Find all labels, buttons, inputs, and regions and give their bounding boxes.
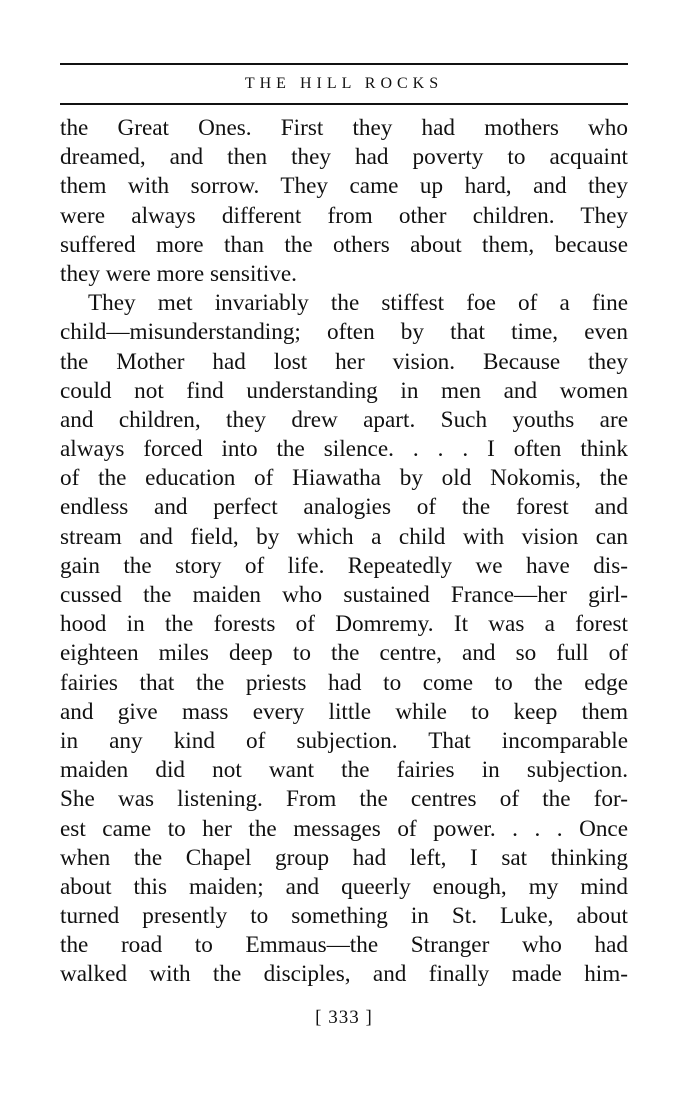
text-line: in any kind of subjection. That incomparable bbox=[60, 727, 628, 754]
text-line: suffered more than the others about them, because bbox=[60, 231, 628, 258]
text-line: stream and field, by which a child with vision can bbox=[60, 523, 628, 550]
text-line: maiden did not want the fairies in subjection. bbox=[60, 757, 628, 784]
running-head: THE HILL ROCKS bbox=[244, 75, 444, 92]
text-line: turned presently to something in St. Luke, about bbox=[60, 903, 628, 930]
text-line: them with sorrow. They came up hard, and they bbox=[60, 173, 628, 200]
text-line: dreamed, and then they had poverty to acquaint bbox=[60, 144, 628, 171]
text-line: and give mass every little while to keep them bbox=[60, 698, 628, 725]
book-page bbox=[60, 0, 628, 1100]
text-line: about this maiden; and queerly enough, my mind bbox=[60, 873, 628, 900]
body-text bbox=[60, 114, 628, 990]
page-number: [ 333 ] bbox=[315, 1007, 373, 1028]
text-line: when the Chapel group had left, I sat thinking bbox=[60, 844, 628, 871]
header-rule-bottom bbox=[60, 103, 628, 105]
text-line: of the education of Hiawatha by old Nokomis, the bbox=[60, 465, 628, 492]
text-line: est came to her the messages of power. . . . Once bbox=[60, 815, 628, 842]
text-line: child—misunderstanding; often by that time, even bbox=[60, 319, 628, 346]
text-line: endless and perfect analogies of the forest and bbox=[60, 494, 628, 521]
text-line: and children, they drew apart. Such youths are bbox=[60, 406, 628, 433]
text-line: walked with the disciples, and finally made him- bbox=[60, 961, 628, 988]
text-line: gain the story of life. Repeatedly we have dis- bbox=[60, 552, 628, 579]
text-line: cussed the maiden who sustained France—her girl- bbox=[60, 582, 628, 608]
text-line: could not find understanding in men and women bbox=[60, 377, 628, 404]
header-rule-top bbox=[60, 63, 628, 65]
text-line: fairies that the priests had to come to the edge bbox=[60, 669, 628, 696]
text-line: They met invariably the stiffest foe of a fine bbox=[88, 290, 628, 317]
text-line: the Great Ones. First they had mothers who bbox=[60, 115, 628, 141]
text-line: were always different from other children. They bbox=[60, 202, 628, 229]
text-line: hood in the forests of Domremy. It was a forest bbox=[60, 611, 628, 638]
text-line: eighteen miles deep to the centre, and so full of bbox=[60, 640, 628, 667]
text-line: She was listening. From the centres of the for- bbox=[60, 786, 628, 813]
text-line: always forced into the silence. . . . I often think bbox=[60, 436, 628, 463]
text-line: they were more sensitive. bbox=[60, 260, 297, 287]
text-line: the road to Emmaus—the Stranger who had bbox=[60, 932, 628, 959]
text-line: the Mother had lost her vision. Because they bbox=[60, 348, 628, 375]
